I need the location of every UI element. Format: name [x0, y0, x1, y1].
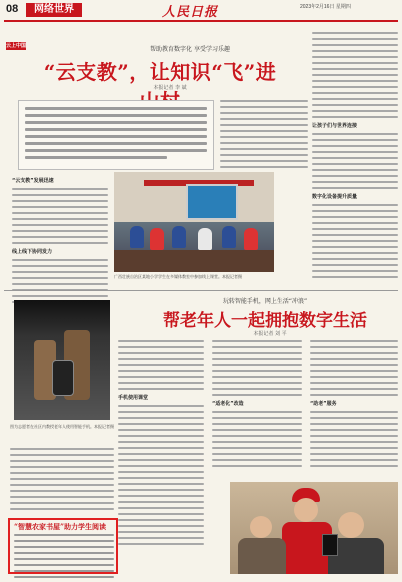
hands-phone-photo — [14, 300, 110, 420]
subhead: 手机使用课堂 — [118, 395, 149, 401]
top-story-column-4 — [312, 32, 398, 286]
issue-date: 2023年2月16日 星期四 — [300, 4, 351, 10]
story-tag: 云上中国 — [6, 43, 27, 49]
section-divider — [4, 290, 398, 291]
subhead: 让孩子们与世界连接 — [312, 123, 358, 129]
top-story-column-2 — [114, 108, 212, 170]
subhead: “适老化”改造 — [212, 401, 244, 407]
highlighted-story-box[interactable] — [8, 518, 118, 574]
lower-story-column-2 — [212, 340, 302, 480]
top-story-byline: 本报记者 李 斌 — [153, 85, 187, 91]
boxed-story-title: “智慧农家书屋”助力学生阅读 — [14, 522, 107, 531]
subhead: 数字化设备提升质量 — [312, 194, 358, 200]
lower-story-kicker: 玩转智能手机，网上生活“冲浪” — [222, 298, 308, 305]
lower-story-column-3 — [310, 340, 398, 480]
lower-photo-caption: 图为志愿者在社区内教授老年人使用智能手机。本报记者摄 — [10, 424, 114, 429]
subhead: 线上线下协同发力 — [12, 249, 53, 255]
header-rule — [4, 20, 398, 22]
top-story-column-1 — [12, 174, 108, 286]
top-photo-caption: 广西壮族自治区某地小学学生在多媒体教室中参加线上课堂。本报记者摄 — [114, 274, 242, 279]
subhead: “云支教”发展迅速 — [12, 178, 54, 184]
subhead: “助老”服务 — [310, 401, 337, 407]
section-label: 网络世界 — [26, 3, 82, 17]
lower-story-byline: 本报记者 刘 平 — [253, 331, 287, 337]
masthead-logo: 人民日报 — [162, 5, 219, 20]
page-header — [0, 0, 402, 26]
top-story-title: “云支教”，让知识“飞”进 — [43, 60, 277, 84]
page-number: 08 — [6, 3, 19, 15]
top-story-column-3 — [220, 100, 308, 170]
top-story-column-5 — [218, 176, 308, 286]
top-story-kicker: 帮助教育数字化 享受学习乐趣 — [150, 46, 230, 53]
lower-left-column — [10, 448, 114, 514]
elderly-phone-photo — [230, 482, 398, 574]
lower-story-title: 帮老年人一起拥抱数字生活 — [163, 311, 367, 331]
lower-story-column-1 — [118, 340, 204, 572]
